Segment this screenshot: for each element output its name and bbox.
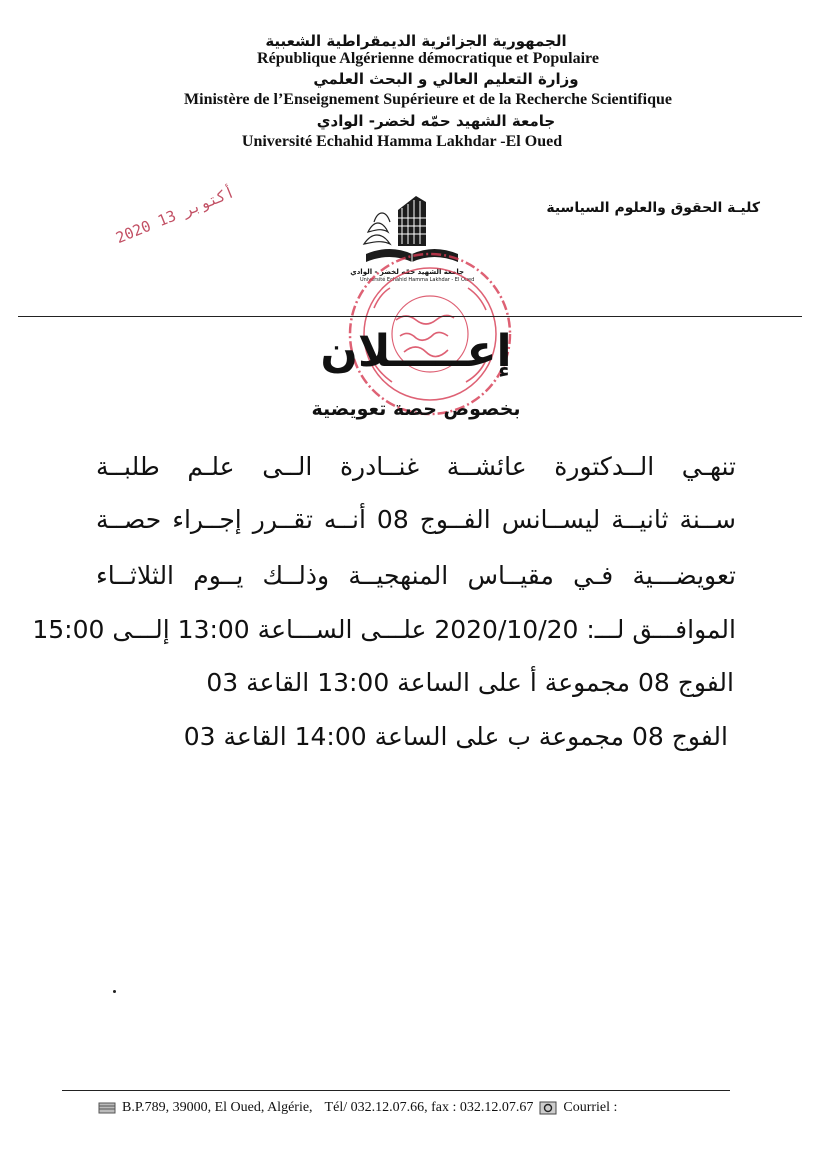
footer-phone-fax: Tél/ 032.12.07.66, fax : 032.12.07.67 — [324, 1100, 534, 1115]
date-stamp: 2020 13 أكتوبر — [113, 182, 238, 248]
ministry-title-fr: Ministère de l’Enseignement Supérieure et de la Recherche Scientifique — [184, 91, 672, 108]
logo-caption-fr: Université Echahid Hamma Lakhdar - El Oued — [360, 277, 475, 283]
republic-title-ar: الجمهورية الجزائرية الديمقراطية الشعبية — [265, 32, 567, 50]
header-divider — [18, 316, 802, 317]
footer-email-label: Courriel : — [563, 1100, 618, 1115]
email-icon — [539, 1101, 557, 1115]
footer-contact — [98, 1100, 617, 1116]
group-a-schedule: الفوج 08 مجموعة أ على الساعة 13:00 القاعة 03 — [206, 668, 734, 697]
footer-address: B.P.789, 39000, El Oued, Algérie, — [122, 1100, 313, 1115]
announcement-line-3: تعويضـــية فـي مقيــاس المنهجيــة وذلــك يــوم الثلاثــاء — [96, 561, 736, 590]
announcement-title: إعـــــلان — [320, 326, 512, 377]
republic-title-fr: République Algérienne démocratique et Populaire — [257, 50, 599, 67]
stray-mark — [113, 990, 116, 993]
group-b-schedule: الفوج 08 مجموعة ب على الساعة 14:00 القاعة 03 — [183, 722, 728, 751]
logo-caption-ar: جامعة الشهيد حمّه لخضر - الوادي — [350, 268, 464, 276]
university-title-fr: Université Echahid Hamma Lakhdar -El Oued — [241, 133, 563, 150]
footer-divider — [62, 1090, 730, 1091]
mail-box-icon — [98, 1102, 116, 1114]
university-title-ar: جامعة الشهيد حمّه لخضر- الوادي — [316, 112, 556, 130]
announcement-subtitle: بخصوص حصة تعويضية — [311, 398, 521, 420]
announcement-line-1: تنهـي الــدكتورة عائشــة غنــادرة الــى علـم طلبــة — [96, 452, 736, 481]
faculty-name: كليـة الحقوق والعلوم السياسية — [546, 200, 760, 216]
announcement-line-2: ســنة ثانيــة ليســانس الفــوج 08 أنــه تقــرر إجــراء حصــة — [96, 505, 736, 534]
ministry-title-ar: وزارة التعليم العالي و البحث العلمي — [313, 70, 579, 88]
announcement-line-4: الموافـــق لـــ: 2020/10/20 علـــى الســـاعة 13:00 إلـــى 15:00 — [32, 615, 736, 644]
